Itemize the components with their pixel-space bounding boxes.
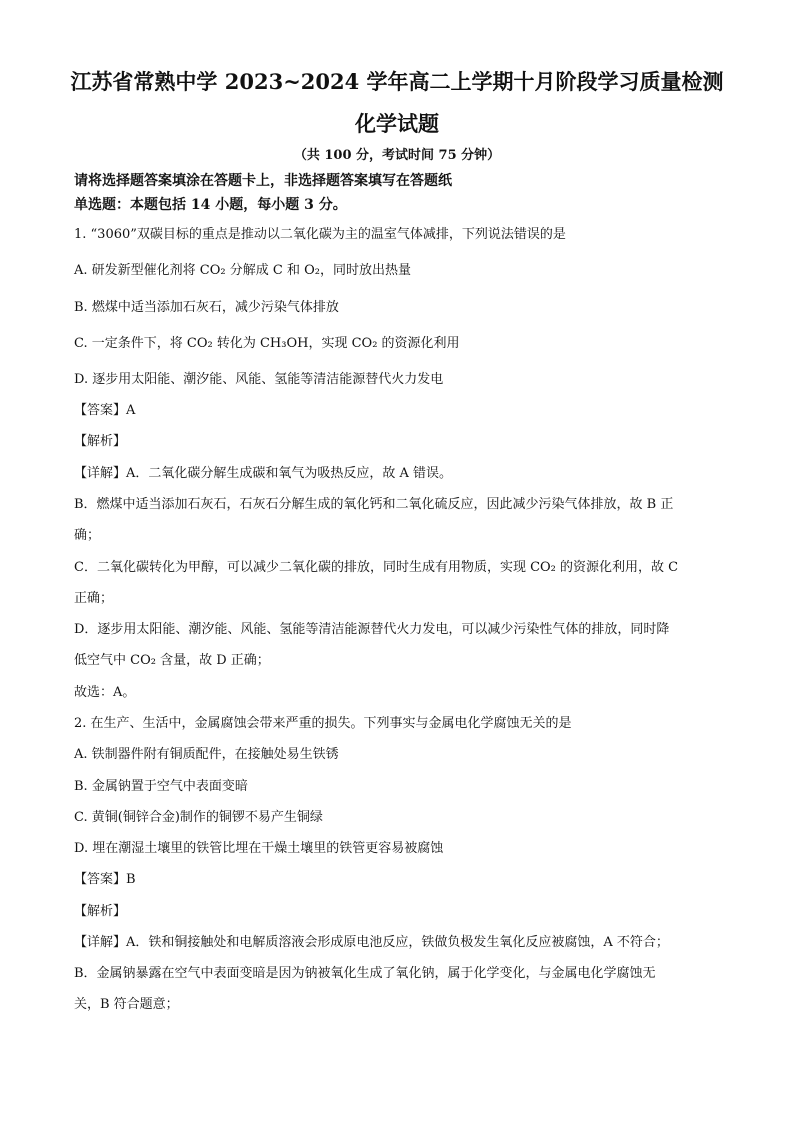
question-2-answer: 【答案】B [74, 872, 136, 887]
question-2-option-c: C. 黄铜(铜锌合金)制作的铜锣不易产生铜绿 [74, 810, 323, 825]
score-info: （共 100 分，考试时间 75 分钟） [293, 148, 501, 163]
question-1-detail-c-cont: 正确； [74, 591, 114, 606]
question-2-stem: 2. 在生产、生活中，金属腐蚀会带来严重的损失。下列事实与金属电化学腐蚀无关的是 [74, 716, 572, 731]
question-2-detail-b: B．金属钠暴露在空气中表面变暗是因为钠被氧化生成了氧化钠，属于化学变化，与金属电化学腐蚀无 [74, 966, 656, 981]
instruction-text: 请将选择题答案填涂在答题卡上，非选择题答案填写在答题纸 [74, 173, 452, 189]
question-2-option-b: B. 金属钠置于空气中表面变暗 [74, 779, 248, 794]
document-subtitle: 化学试题 [355, 111, 439, 136]
question-1-analysis-label: 【解析】 [74, 434, 127, 449]
question-1-detail-b: B．燃煤中适当添加石灰石，石灰石分解生成的氧化钙和二氧化硫反应，因此减少污染气体排放，故 B 正 [74, 497, 674, 512]
question-1-option-d: D. 逐步用太阳能、潮汐能、风能、氢能等清洁能源替代火力发电 [74, 372, 444, 387]
question-2-analysis-label: 【解析】 [74, 904, 127, 919]
question-1-conclusion: 故选：A。 [74, 685, 136, 700]
question-1-detail-c: C．二氧化碳转化为甲醇，可以减少二氧化碳的排放，同时生成有用物质，实现 CO₂ 的资源化利用，故 C [74, 560, 679, 575]
document-title: 江苏省常熟中学 2023~2024 学年高二上学期十月阶段学习质量检测 [70, 69, 724, 94]
question-1-detail-d: D．逐步用太阳能、潮汐能、风能、氢能等清洁能源替代火力发电，可以减少污染性气体的排放，同时降 [74, 622, 670, 637]
question-2-detail-b-cont: 关，B 符合题意； [74, 997, 179, 1012]
question-2-detail-a: 【详解】A．铁和铜接触处和电解质溶液会形成原电池反应，铁做负极发生氧化反应被腐蚀，A 不符合； [74, 935, 669, 950]
question-1-option-c: C. 一定条件下，将 CO₂ 转化为 CH₃OH，实现 CO₂ 的资源化利用 [74, 336, 460, 351]
question-1-option-a: A. 研发新型催化剂将 CO₂ 分解成 C 和 O₂，同时放出热量 [74, 263, 411, 278]
question-1-detail-a: 【详解】A．二氧化碳分解生成碳和氧气为吸热反应，故 A 错误。 [74, 466, 453, 481]
question-2-option-d: D. 埋在潮湿土壤里的铁管比埋在干燥土壤里的铁管更容易被腐蚀 [74, 841, 444, 856]
question-1-detail-d-cont: 低空气中 CO₂ 含量，故 D 正确； [74, 653, 270, 668]
question-1-option-b: B. 燃煤中适当添加石灰石，减少污染气体排放 [74, 300, 339, 315]
question-1-stem: 1. “3060”双碳目标的重点是推动以二氧化碳为主的温室气体减排，下列说法错误的是 [74, 227, 566, 242]
question-2-option-a: A. 铁制器件附有铜质配件，在接触处易生铁锈 [74, 747, 339, 762]
section-header: 单选题：本题包括 14 小题，每小题 3 分。 [74, 197, 347, 213]
question-1-detail-b-cont: 确； [74, 528, 101, 543]
question-1-answer: 【答案】A [74, 403, 136, 418]
